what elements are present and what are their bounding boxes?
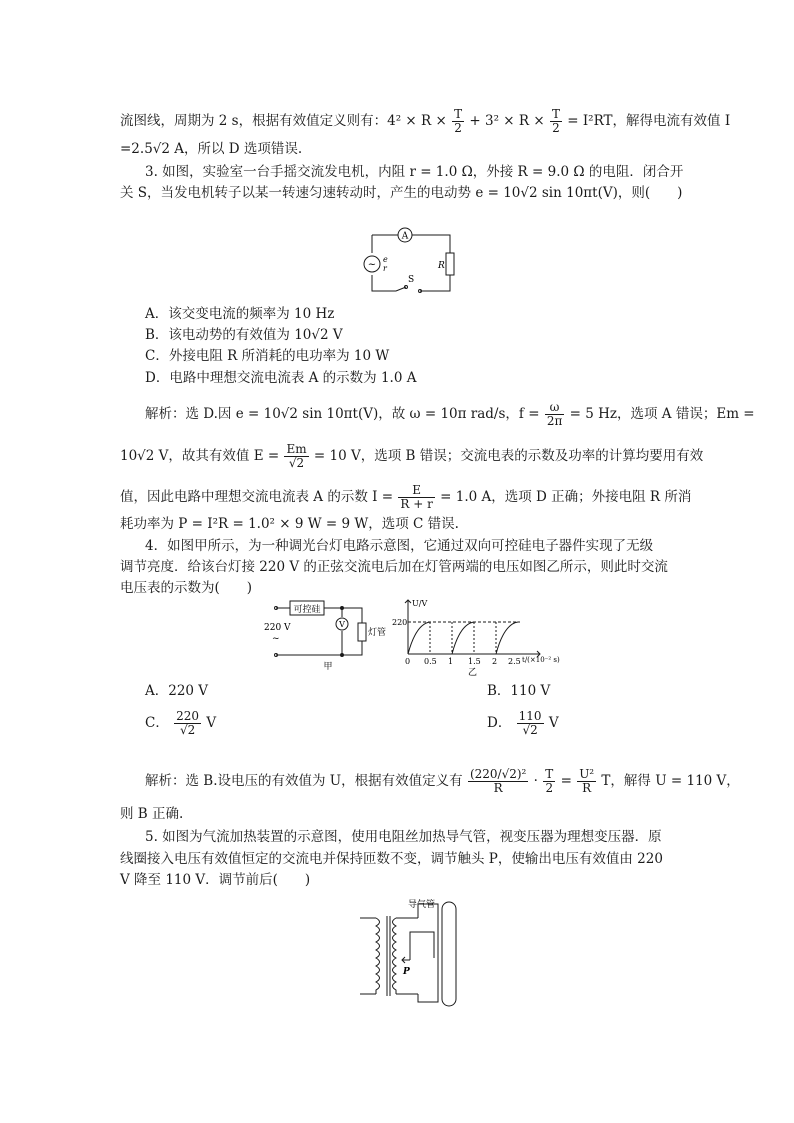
voltage-waveform-chart: [392, 594, 562, 678]
q3-stem-1: 3. 如图，实验室一台手摇交流发电机，内阻 r = 1.0 Ω，外接 R = 9.0 Ω 的电阻．闭合开: [145, 164, 684, 180]
q2-tail-line-1: [120, 107, 731, 135]
q4-option-c: C． $\frac{220}{√2}$ V: [145, 709, 217, 737]
lamp-label: 灯管: [368, 628, 387, 638]
wave-segment-1: [408, 622, 430, 654]
q4-option-b: B．110 V: [487, 683, 551, 699]
q2-text-c: = I²RT，解得电流有效值 I: [567, 113, 731, 129]
q2-text-a: 流图线，周期为 2 s，根据有效值定义则有：4² × R ×: [120, 113, 447, 129]
q4-analysis-1: 解析：选 B.设电压的有效值为 U，根据有效值定义有 $\frac{\text{(220/√2)²}}{R}$ · $\frac{T}{2}$ = $\frac{\text{U²}}{R}$ T，解得 U = 110 V，: [145, 767, 740, 795]
q3-option-d: D．电路中理想交流电流表 A 的示数为 1.0 A: [145, 370, 417, 386]
q5-transformer-figure: [356, 898, 466, 1010]
ammeter-label: A: [401, 231, 409, 242]
q4-option-a: A．220 V: [145, 683, 209, 699]
tube-label: 导气管: [408, 900, 436, 910]
q3-analysis-3: 值，因此电路中理想交流电流表 A 的示数 I = $\frac{E}{R + r}$ = 1.0 A，选项 D 正确；外接电阻 R 所消: [120, 483, 692, 511]
fraction-big-220: $\frac{\text{(220/√2)²}}{R}$: [469, 767, 527, 795]
q2-text-b: + 3² × R ×: [469, 113, 545, 129]
source-voltage-label: 220 V: [264, 623, 291, 633]
tick-1-5: 1.5: [468, 657, 481, 666]
label-p: P: [403, 967, 410, 977]
tick-2-5: 2.5: [508, 657, 521, 666]
y-axis-label: U/V: [412, 599, 428, 608]
q4-option-d: D． $\frac{110}{√2}$ V: [487, 709, 559, 737]
q4-stem-3: 电压表的示数为( ): [120, 580, 253, 596]
tick-0: 0: [405, 657, 411, 666]
label-e: e: [383, 255, 388, 264]
x-axis-label: t/(×10⁻² s): [522, 656, 560, 664]
q3-analysis-2: 10√2 V，故其有效值 E = $\frac{Em}{√2}$ = 10 V，选项 B 错误；交流电表的示数及功率的计算均要用有效: [120, 442, 704, 470]
caption-jia: 甲: [323, 662, 333, 672]
q3-circuit-figure: [362, 223, 462, 299]
q3-option-c: C．外接电阻 R 所消耗的电功率为 10 W: [145, 348, 390, 364]
source-symbol: ~: [367, 259, 377, 271]
q4-stem-2: 调节亮度．给该台灯接 220 V 的正弦交流电后加在灯管两端的电压如图乙所示，则此时交流: [120, 559, 668, 575]
wave-segment-2: [452, 622, 474, 654]
wave-segment-3: [496, 622, 518, 654]
q4-figure-yi: [392, 594, 562, 678]
tick-0-5: 0.5: [424, 657, 437, 666]
tick-2: 2: [492, 657, 498, 666]
fraction-em-sqrt2: $\frac{Em}{√2}$: [286, 442, 307, 470]
air-tube-icon: [442, 902, 456, 1006]
fraction-omega-2pi: $\frac{\omega}{2\pi}$: [546, 400, 563, 428]
label-R: R: [438, 261, 445, 271]
q4-analysis-2: 则 B 正确.: [120, 806, 184, 822]
label-switch: S: [408, 275, 415, 285]
peak-label: 220: [392, 618, 408, 627]
fraction-t-half: $\frac{T}{2}$: [454, 107, 463, 135]
q5-stem-1: 5. 如图为气流加热装置的示意图，使用电阻丝加热导气管，视变压器为理想变压器．原: [145, 829, 662, 845]
tick-1: 1: [448, 657, 454, 666]
core-lines: [387, 916, 390, 996]
fraction-e-r-plus-r: $\frac{E}{R + r}$: [400, 483, 433, 511]
q5-stem-2: 线圈接入电压有效值恒定的交流电并保持匝数不变，调节触头 P，使输出电压有效值由 220: [120, 851, 663, 867]
q3-stem-2: 关 S，当发电机转子以某一转速匀速转动时，产生的电动势 e = 10√2 sin 10πt(V)，则( ): [120, 185, 683, 201]
q3-option-a: A．该交变电流的频率为 10 Hz: [145, 306, 335, 322]
fraction-t-half-q4: $\frac{T}{2}$: [545, 767, 554, 795]
drop-lines: [430, 622, 496, 654]
primary-coil-icon: [376, 918, 380, 994]
ac-tilde: ~: [272, 634, 280, 644]
fraction-110-sqrt2: $\frac{110}{√2}$: [518, 709, 542, 737]
caption-yi: 乙: [468, 668, 478, 678]
fraction-220-sqrt2: $\frac{220}{√2}$: [176, 709, 200, 737]
label-r: r: [383, 264, 387, 273]
q5-stem-3: V 降至 110 V．调节前后( ): [120, 872, 311, 888]
secondary-coil-icon: [393, 918, 397, 994]
voltmeter-label: V: [339, 620, 345, 629]
lamp-icon: [358, 623, 366, 641]
fraction-t-half-2: $\frac{T}{2}$: [551, 107, 560, 135]
fraction-u2-r: $\frac{\text{U²}}{R}$: [579, 767, 595, 795]
resistor-icon: [446, 253, 454, 275]
q3-analysis-4: 耗功率为 P = I²R = 1.0² × 9 W = 9 W，选项 C 错误.: [120, 516, 459, 532]
q3-analysis-1: 解析：选 D.因 e = 10√2 sin 10πt(V)，故 ω = 10π rad/s，f = $\frac{\omega}{2\pi}$ = 5 Hz，选项 A 错误；Em =: [145, 400, 755, 428]
q2-tail-line-2: =2.5√2 A，所以 D 选项错误.: [120, 141, 303, 157]
q4-stem-1: 4．如图甲所示，为一种调光台灯电路示意图，它通过双向可控硅电子器件实现了无级: [145, 538, 654, 554]
q3-option-b: B．该电动势的有效值为 10√2 V: [145, 327, 343, 343]
scr-label: 可控硅: [293, 605, 321, 615]
q4-figure-jia: [262, 597, 392, 677]
